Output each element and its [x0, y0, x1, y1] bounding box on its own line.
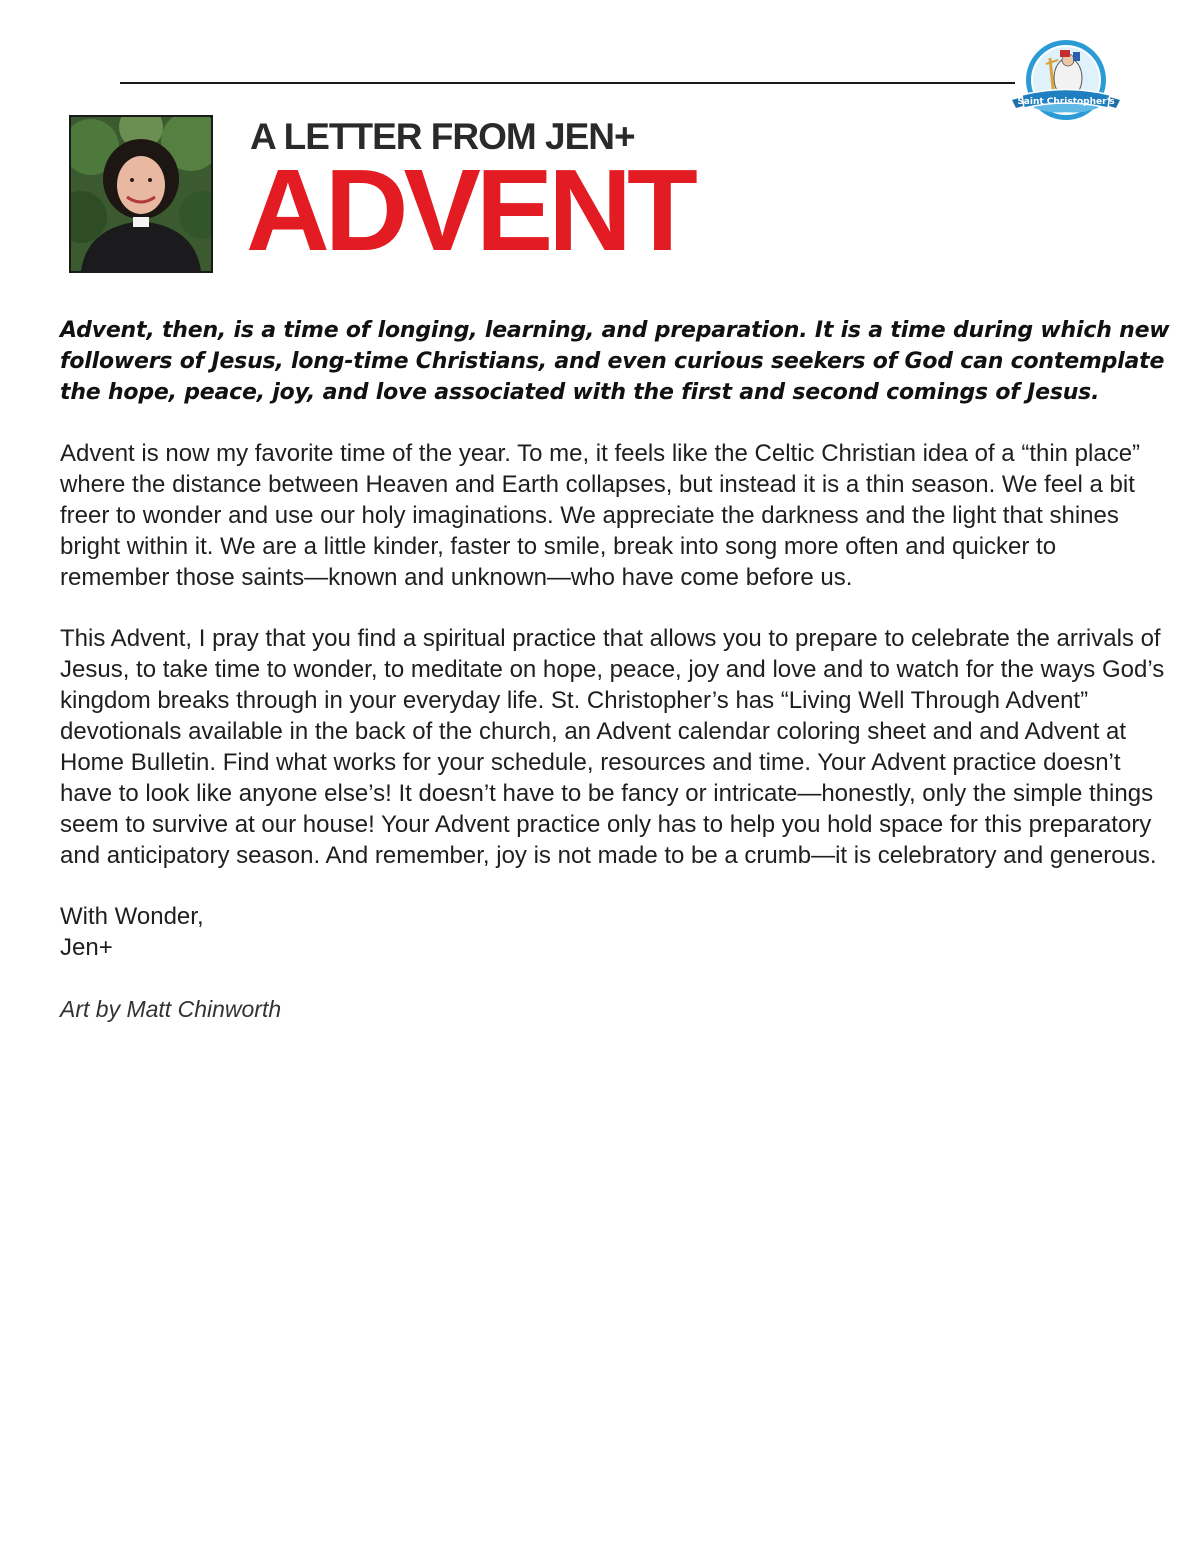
signature: Jen+ [60, 934, 113, 961]
letter-body [60, 315, 1170, 1025]
lead-paragraph: Advent, then, is a time of longing, learning, and preparation. It is a time during which new followers of Jesus, long-time Christians, and even curious seekers of God can contemplate the hope, peace, joy, and love associated with the first and second comings of Jesus. [60, 318, 1170, 405]
letter-kicker: A LETTER FROM JEN+ [250, 116, 635, 157]
art-credit: Art by Matt Chinworth [60, 996, 282, 1022]
author-portrait [69, 115, 213, 273]
page-title: ADVENT [246, 145, 693, 275]
body-paragraph: This Advent, I pray that you find a spiritual practice that allows you to prepare to celebrate the arrivals of Jesus, to take time to wonder, to meditate on hope, peace, joy and love and to watch for the ways God’s kingdom breaks through in your everyday life. St. Christopher’s has “Living Well Through Advent” devotionals available in the back of the church, an Advent calendar coloring sheet and and Advent at Home Bulletin. Find what works for your schedule, resources and time. Your Advent practice doesn’t have to look like anyone else’s! It doesn’t have to be fancy or intricate—honestly, only the simple things seem to survive at our house! Your Advent practice only has to help you hold space for this preparatory and anticipatory season. And remember, joy is not made to be a crumb—it is celebratory and generous. [60, 625, 1165, 869]
closing-line: With Wonder, [60, 903, 204, 930]
svg-text:Saint Christopher's: Saint Christopher's [1017, 97, 1115, 107]
body-paragraph: Advent is now my favorite time of the year. To me, it feels like the Celtic Christian idea of a “thin place” where the distance between Heaven and Earth collapses, but instead it is a thin season. We feel a bit freer to wonder and use our holy imaginations. We appreciate the darkness and the light that shines bright within it. We are a little kinder, faster to smile, break into song more often and quicker to remember those saints—known and unknown—who have come before us. [60, 440, 1141, 591]
saint-christophers-logo [1010, 38, 1122, 126]
header-divider [120, 82, 1015, 84]
signoff [60, 901, 1170, 963]
